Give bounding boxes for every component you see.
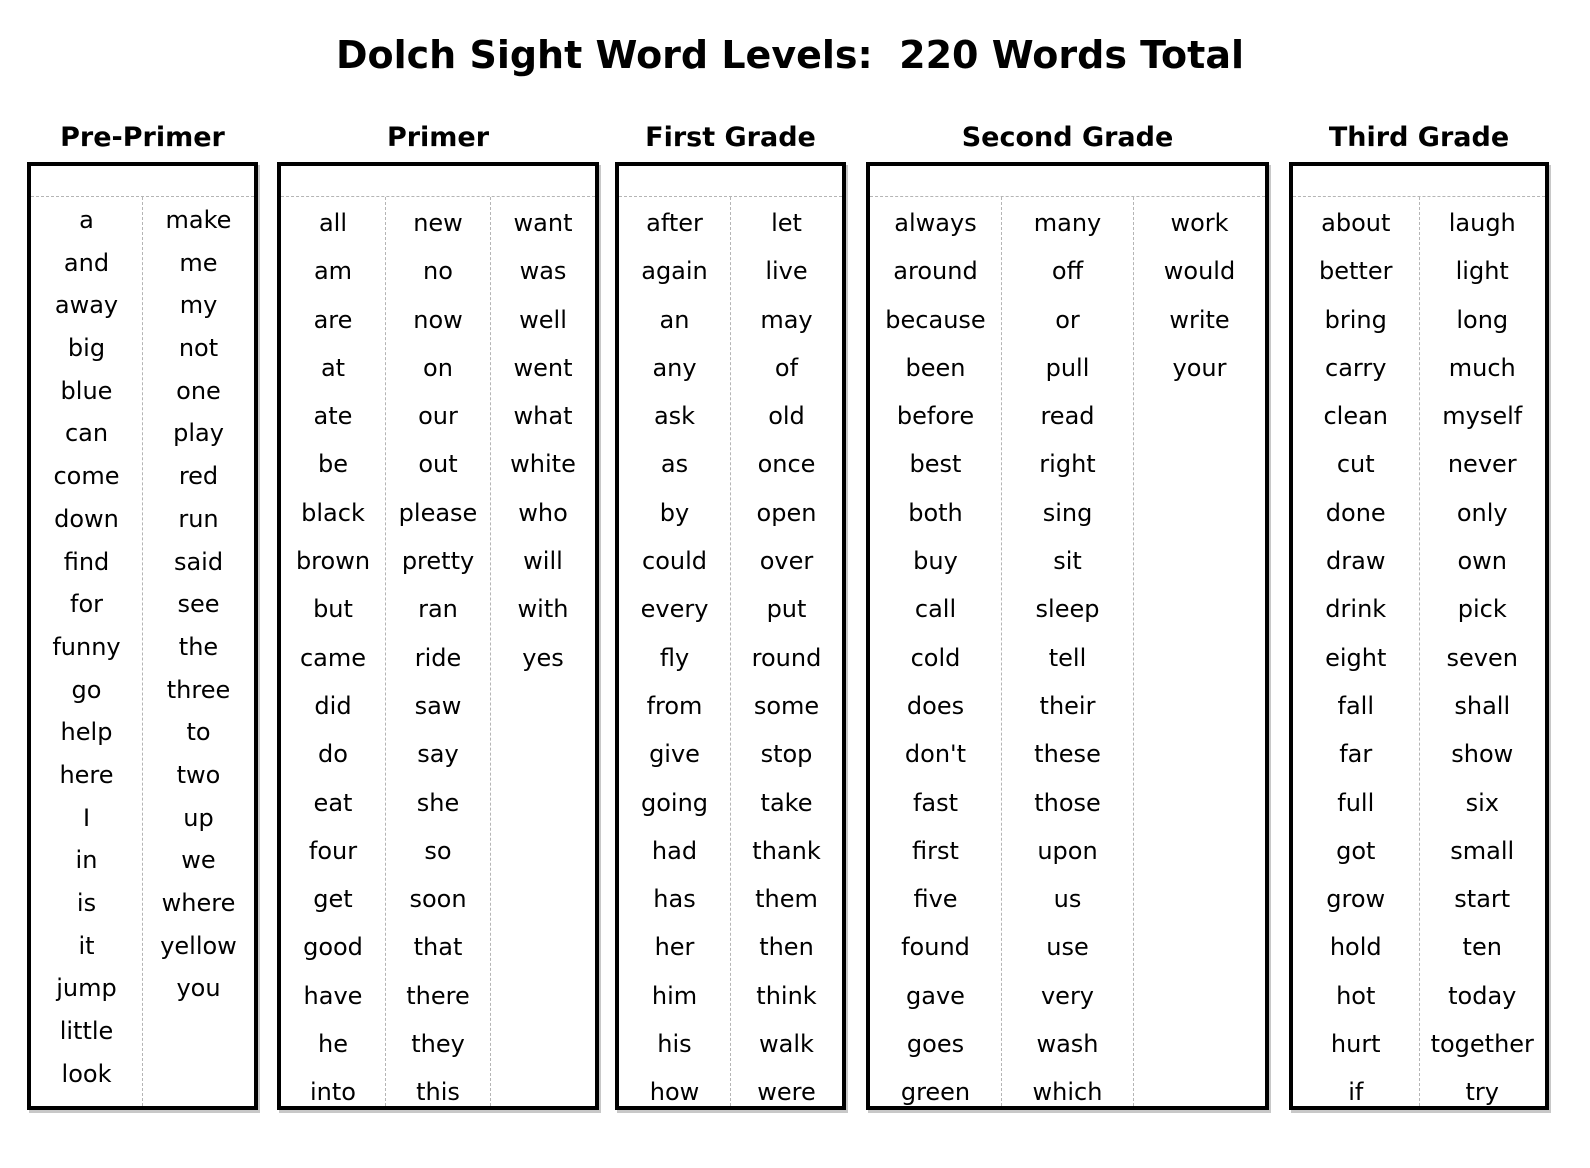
- word-column: [1419, 197, 1546, 1106]
- word-column: [31, 197, 142, 1106]
- sight-word: which: [1032, 1078, 1103, 1107]
- sight-word: well: [519, 305, 567, 334]
- word-column: [870, 197, 1001, 1106]
- word-column: [619, 197, 730, 1106]
- sight-word: yes: [522, 643, 564, 672]
- sight-word: she: [416, 788, 460, 817]
- sight-word: get: [313, 885, 353, 914]
- sight-word: three: [166, 675, 231, 704]
- sight-word: or: [1055, 305, 1080, 334]
- sight-word: one: [176, 376, 221, 405]
- sight-word: cold: [910, 643, 961, 672]
- word-column: [730, 197, 842, 1106]
- sight-word: him: [651, 981, 698, 1010]
- sight-word: his: [657, 1030, 692, 1059]
- sight-word: where: [161, 889, 236, 917]
- sight-word: at: [320, 353, 346, 382]
- sight-word: ran: [418, 595, 458, 624]
- sight-word: those: [1034, 788, 1101, 817]
- sight-word: full: [1337, 788, 1375, 817]
- word-box-second-grade: [866, 162, 1269, 1110]
- sight-word: big: [67, 334, 106, 363]
- sight-word: ride: [414, 643, 462, 672]
- sight-word: four: [308, 836, 358, 865]
- sight-word: not: [178, 334, 219, 363]
- sight-word: all: [318, 209, 348, 237]
- sight-word: it: [78, 931, 95, 960]
- sight-word: red: [178, 462, 219, 491]
- sight-word: walk: [759, 1030, 814, 1059]
- sight-word: show: [1451, 740, 1514, 769]
- sight-word: find: [63, 547, 110, 576]
- sight-word: best: [909, 450, 962, 479]
- sight-word: much: [1448, 353, 1516, 382]
- sight-word: the: [178, 632, 219, 661]
- word-box-first-grade: [615, 162, 846, 1110]
- sight-word: gave: [906, 981, 965, 1010]
- sight-word: cut: [1336, 450, 1375, 479]
- word-column: [142, 197, 254, 1106]
- sight-word: to: [186, 718, 211, 747]
- sight-word: read: [1040, 402, 1095, 431]
- sight-word: white: [510, 450, 576, 479]
- sight-word: brown: [295, 547, 371, 576]
- sight-word: hold: [1329, 933, 1382, 962]
- sight-word: today: [1448, 981, 1517, 1010]
- sight-word: please: [398, 498, 478, 527]
- sight-word: then: [759, 933, 814, 962]
- sight-word: far: [1339, 740, 1373, 769]
- sight-word: five: [913, 885, 958, 914]
- sight-word: went: [513, 353, 573, 382]
- sight-word: us: [1053, 885, 1082, 914]
- sight-word: eight: [1325, 643, 1387, 672]
- word-column: [490, 197, 595, 1106]
- sight-word: about: [1321, 209, 1391, 237]
- level-primer: [277, 118, 599, 1107]
- sight-word: drink: [1325, 595, 1387, 624]
- sight-word: is: [76, 889, 97, 917]
- sight-word: yellow: [160, 931, 237, 960]
- sight-word: do: [318, 740, 348, 769]
- sight-word: he: [318, 1030, 348, 1059]
- sight-word: together: [1430, 1030, 1534, 1059]
- sight-word: am: [313, 257, 353, 286]
- level-pre-primer: [27, 118, 258, 1088]
- sight-word: by: [659, 498, 690, 527]
- sight-word: clean: [1323, 402, 1389, 431]
- word-box-pre-primer: [27, 162, 258, 1110]
- sight-word: does: [906, 691, 965, 720]
- sight-word: with: [517, 595, 569, 624]
- sight-word: give: [649, 740, 700, 769]
- sight-word: seven: [1446, 643, 1518, 672]
- sight-word: take: [760, 788, 813, 817]
- sight-word: draw: [1326, 547, 1386, 576]
- sight-word: ten: [1462, 933, 1502, 962]
- sight-word: own: [1457, 547, 1508, 576]
- sight-word: blue: [60, 376, 113, 405]
- sight-word: never: [1447, 450, 1517, 479]
- sight-word: hurt: [1330, 1030, 1381, 1059]
- sight-word: pick: [1457, 595, 1507, 624]
- sight-word: some: [753, 691, 820, 720]
- sight-word: pull: [1045, 353, 1090, 382]
- sight-word: you: [176, 974, 221, 1003]
- sight-word: sit: [1053, 547, 1082, 576]
- sight-word: better: [1319, 257, 1393, 286]
- sight-word: that: [413, 933, 463, 962]
- sight-word: in: [75, 846, 98, 875]
- sight-word: good: [303, 933, 363, 962]
- sight-word: stop: [760, 740, 813, 769]
- sight-word: tell: [1048, 643, 1087, 672]
- sight-word: soon: [409, 885, 467, 914]
- sight-word: if: [1348, 1078, 1364, 1107]
- sight-word: only: [1456, 498, 1508, 527]
- sight-word: said: [173, 547, 224, 576]
- sight-word: once: [757, 450, 816, 479]
- sight-word: black: [301, 498, 365, 527]
- sight-word: found: [901, 933, 970, 962]
- sight-word: try: [1465, 1078, 1499, 1107]
- sight-word: want: [513, 209, 573, 237]
- sight-word: could: [642, 547, 707, 576]
- sight-word: because: [885, 305, 986, 334]
- page-title: Dolch Sight Word Levels: 220 Words Total: [335, 33, 1244, 77]
- sight-word: been: [905, 353, 966, 382]
- sight-word: live: [765, 257, 808, 286]
- sight-word: use: [1046, 933, 1089, 962]
- sight-word: jump: [56, 974, 117, 1003]
- sight-word: goes: [906, 1030, 965, 1059]
- sight-word: little: [59, 1017, 114, 1046]
- sight-word: came: [299, 643, 367, 672]
- sight-word: now: [413, 305, 463, 334]
- sight-word: bring: [1324, 305, 1387, 334]
- sight-word: here: [59, 760, 114, 789]
- sight-word: old: [768, 402, 805, 431]
- sight-word: this: [416, 1078, 460, 1107]
- sight-word: their: [1039, 691, 1096, 720]
- sight-word: shall: [1454, 691, 1511, 720]
- sight-word: play: [173, 419, 224, 448]
- sight-word: let: [771, 209, 802, 237]
- level-title-first-grade: First Grade: [645, 122, 816, 153]
- sight-word: make: [165, 206, 232, 234]
- sight-word: first: [912, 836, 959, 865]
- sight-word: I: [82, 803, 91, 832]
- sight-word: myself: [1442, 402, 1523, 431]
- sight-word: out: [418, 450, 458, 479]
- sight-word: ate: [313, 402, 353, 431]
- sight-word: my: [179, 291, 218, 320]
- sight-word: them: [755, 885, 818, 914]
- sight-word: were: [757, 1078, 816, 1107]
- sight-word: may: [760, 305, 813, 334]
- sight-word: carry: [1325, 353, 1387, 382]
- sight-word: light: [1455, 257, 1509, 286]
- sight-word: done: [1325, 498, 1386, 527]
- sight-word: grow: [1326, 885, 1386, 914]
- sight-word: did: [314, 691, 352, 720]
- sight-word: say: [417, 740, 459, 769]
- sight-word: pretty: [401, 547, 475, 576]
- sight-word: sleep: [1035, 595, 1100, 624]
- sight-word: go: [71, 675, 102, 704]
- sight-word: can: [64, 419, 109, 448]
- sight-word: round: [751, 643, 822, 672]
- level-second-grade: [866, 118, 1269, 1107]
- sight-word: how: [649, 1078, 700, 1107]
- sight-word: thank: [752, 836, 821, 865]
- sight-word: no: [423, 257, 453, 286]
- sight-word: what: [513, 402, 573, 431]
- sight-word: call: [914, 595, 957, 624]
- sight-word: away: [54, 291, 119, 320]
- sight-word: we: [181, 846, 216, 875]
- sight-word: green: [900, 1078, 971, 1107]
- word-column: [281, 197, 385, 1106]
- sight-word: on: [423, 353, 453, 382]
- sight-word: run: [178, 504, 219, 533]
- sight-word: have: [303, 981, 363, 1010]
- sight-word: funny: [52, 632, 121, 661]
- sight-word: your: [1172, 353, 1227, 382]
- sight-word: has: [653, 885, 696, 914]
- sight-word: long: [1456, 305, 1509, 334]
- sight-word: an: [659, 305, 690, 334]
- sight-word: wash: [1036, 1030, 1099, 1059]
- sight-word: put: [766, 595, 807, 624]
- sight-word: who: [518, 498, 568, 527]
- word-box-third-grade: [1289, 162, 1549, 1110]
- sight-word: see: [177, 590, 220, 619]
- sight-word: always: [894, 209, 977, 237]
- sight-word: buy: [913, 547, 958, 576]
- sight-word: look: [61, 1059, 112, 1088]
- sight-word: our: [418, 402, 458, 431]
- word-column: [1293, 197, 1419, 1106]
- sight-word: up: [183, 803, 214, 832]
- sight-word: these: [1034, 740, 1101, 769]
- sight-word: ask: [653, 402, 696, 431]
- sight-word: as: [660, 450, 689, 479]
- sight-word: don't: [904, 740, 967, 769]
- word-column: [1133, 197, 1265, 1106]
- sight-word: and: [63, 248, 110, 277]
- sight-word: they: [411, 1030, 465, 1059]
- sight-word: off: [1051, 257, 1084, 286]
- sight-word: fast: [912, 788, 959, 817]
- level-first-grade: [615, 118, 846, 1107]
- sight-word: open: [756, 498, 817, 527]
- sight-word: work: [1170, 209, 1229, 237]
- sight-word: will: [523, 547, 563, 576]
- sight-word: write: [1169, 305, 1230, 334]
- sight-word: a: [79, 206, 94, 234]
- sight-word: upon: [1037, 836, 1098, 865]
- sight-word: into: [310, 1078, 356, 1107]
- sight-word: again: [641, 257, 708, 286]
- sight-word: small: [1450, 836, 1515, 865]
- level-title-pre-primer: Pre-Primer: [60, 122, 225, 153]
- sight-word: me: [179, 248, 218, 277]
- level-title-third-grade: Third Grade: [1328, 122, 1510, 153]
- sight-word: was: [519, 257, 567, 286]
- word-column: [1001, 197, 1133, 1106]
- sight-word: six: [1465, 788, 1499, 817]
- sight-word: many: [1033, 209, 1102, 237]
- sight-word: start: [1454, 885, 1511, 914]
- sight-word: sing: [1042, 498, 1093, 527]
- sight-word: two: [176, 760, 221, 789]
- sight-word: are: [313, 305, 353, 334]
- level-title-primer: Primer: [386, 122, 490, 153]
- sight-word: fly: [659, 643, 690, 672]
- word-column: [385, 197, 490, 1106]
- sight-word: saw: [414, 691, 462, 720]
- sight-word: had: [651, 836, 698, 865]
- sight-word: help: [60, 718, 113, 747]
- word-box-primer: [277, 162, 599, 1110]
- sight-word: hot: [1336, 981, 1376, 1010]
- sight-word: right: [1039, 450, 1096, 479]
- level-third-grade: [1289, 118, 1549, 1107]
- sight-word: from: [646, 691, 703, 720]
- sight-word: going: [640, 788, 709, 817]
- sight-word: new: [413, 209, 463, 237]
- sight-word: both: [908, 498, 963, 527]
- sight-word: think: [756, 981, 817, 1010]
- sight-word: laugh: [1448, 209, 1516, 237]
- sight-word: but: [313, 595, 353, 624]
- sight-word: eat: [313, 788, 353, 817]
- sight-word: of: [774, 353, 799, 382]
- sight-word: come: [53, 462, 120, 491]
- sight-word: around: [893, 257, 978, 286]
- sight-word: would: [1163, 257, 1236, 286]
- sight-word: down: [54, 504, 119, 533]
- sight-word: there: [406, 981, 470, 1010]
- sight-word: over: [759, 547, 814, 576]
- sight-word: before: [896, 402, 975, 431]
- sight-word: any: [652, 353, 697, 382]
- sight-word: be: [318, 450, 348, 479]
- level-title-second-grade: Second Grade: [961, 122, 1174, 153]
- sight-word: her: [654, 933, 695, 962]
- sight-word: fall: [1337, 691, 1374, 720]
- sight-word: after: [646, 209, 703, 237]
- sight-word: very: [1040, 981, 1095, 1010]
- sight-word: got: [1336, 836, 1376, 865]
- sight-word: for: [70, 590, 103, 619]
- sight-word: every: [640, 595, 709, 624]
- sight-word: so: [424, 836, 452, 865]
